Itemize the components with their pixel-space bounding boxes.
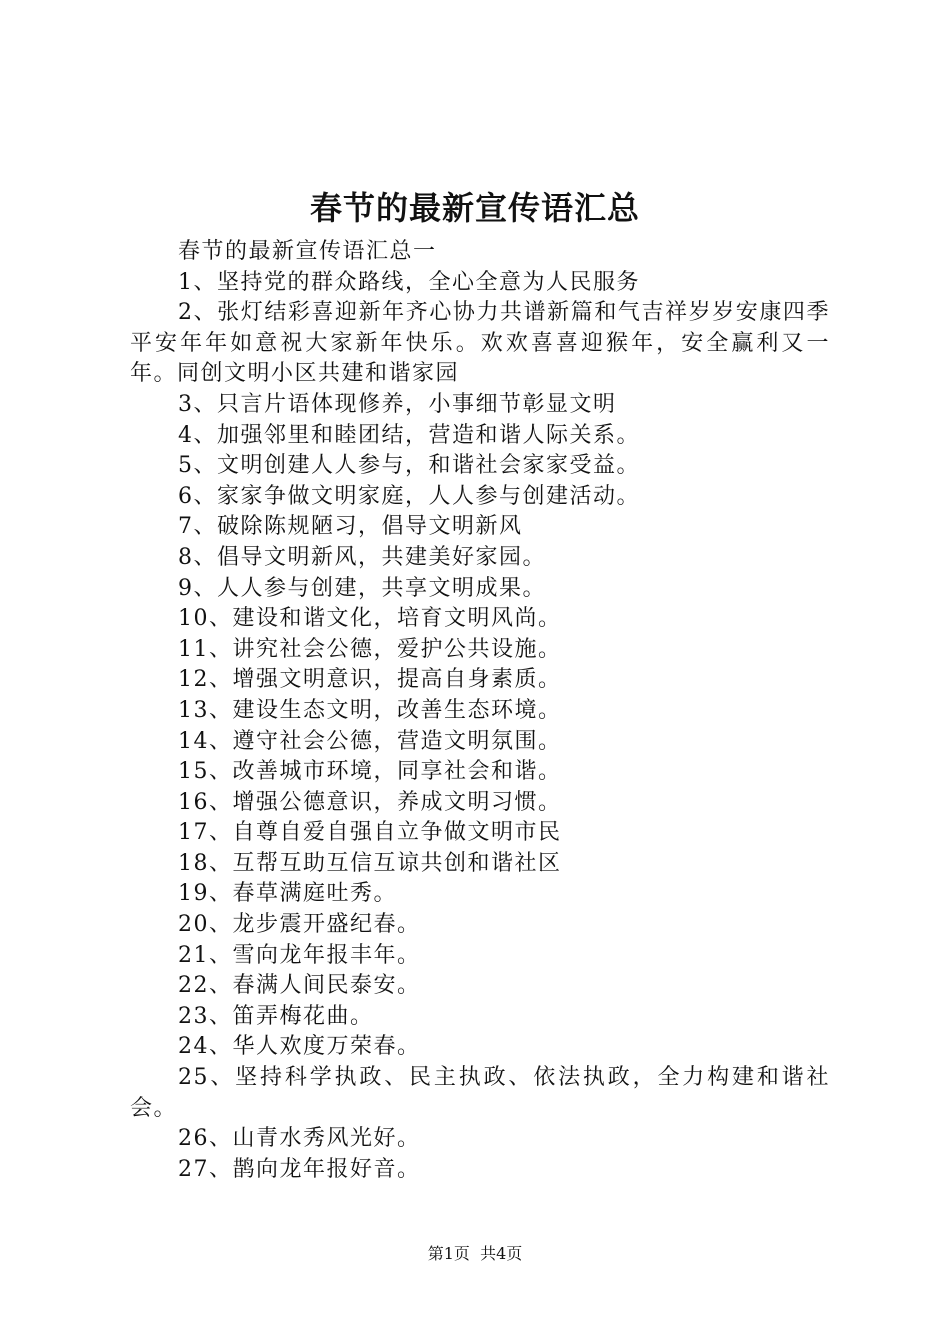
document-title: 春节的最新宣传语汇总	[309, 189, 640, 227]
paragraph-item-15: 15、改善城市环境，同享社会和谐。	[178, 759, 562, 785]
paragraph-item-2: 2、张灯结彩喜迎新年齐心协力共谱新篇和气吉祥岁岁安康四季平安年年如意祝大家新年快乐。欢欢喜喜迎猴年，安全赢利又一年。同创文明小区共建和谐家园	[130, 300, 830, 387]
paragraph-item-19: 19、春草满庭吐秀。	[178, 881, 397, 907]
paragraph-item-11: 11、讲究社会公德，爱护公共设施。	[178, 636, 562, 662]
paragraph-item-22: 22、春满人间民泰安。	[178, 973, 421, 999]
paragraph-item-12: 12、增强文明意识，提高自身素质。	[178, 667, 562, 693]
paragraph-item-24: 24、华人欢度万荣春。	[178, 1034, 421, 1060]
paragraph-item-16: 16、增强公德意识，养成文明习惯。	[178, 789, 562, 815]
paragraph-item-14: 14、遵守社会公德，营造文明氛围。	[178, 728, 562, 754]
page-footer: 第1页 共4页	[427, 1244, 523, 1263]
paragraph-item-7: 7、破除陈规陋习，倡导文明新风	[178, 514, 523, 540]
paragraph-item-13: 13、建设生态文明，改善生态环境。	[178, 697, 562, 723]
paragraph-item-10: 10、建设和谐文化，培育文明风尚。	[178, 606, 562, 632]
paragraph-item-4: 4、加强邻里和睦团结，营造和谐人际关系。	[178, 422, 640, 448]
paragraph-item-26: 26、山青水秀风光好。	[178, 1126, 421, 1152]
paragraph-item-6: 6、家家争做文明家庭，人人参与创建活动。	[178, 483, 640, 509]
paragraph-item-1: 1、坚持党的群众路线，全心全意为人民服务	[178, 269, 640, 295]
paragraph-item-18: 18、互帮互助互信互谅共创和谐社区	[178, 850, 562, 876]
paragraph-item-8: 8、倡导文明新风，共建美好家园。	[178, 544, 546, 570]
paragraph-item-17: 17、自尊自爱自强自立争做文明市民	[178, 820, 562, 846]
document-body	[130, 237, 830, 1185]
paragraph-item-21: 21、雪向龙年报丰年。	[178, 942, 421, 968]
paragraph-item-5: 5、文明创建人人参与，和谐社会家家受益。	[178, 453, 640, 479]
paragraph-item-3: 3、只言片语体现修养，小事细节彰显文明	[178, 391, 617, 417]
paragraph-item-27: 27、鹊向龙年报好音。	[178, 1156, 421, 1182]
paragraph-item-25: 25、坚持科学执政、民主执政、依法执政，全力构建和谐社会。	[130, 1065, 830, 1121]
paragraph-item-9: 9、人人参与创建，共享文明成果。	[178, 575, 546, 601]
paragraph-item-20: 20、龙步震开盛纪春。	[178, 912, 421, 938]
paragraph-item-23: 23、笛弄梅花曲。	[178, 1003, 374, 1029]
paragraph-heading: 春节的最新宣传语汇总一	[178, 239, 437, 264]
